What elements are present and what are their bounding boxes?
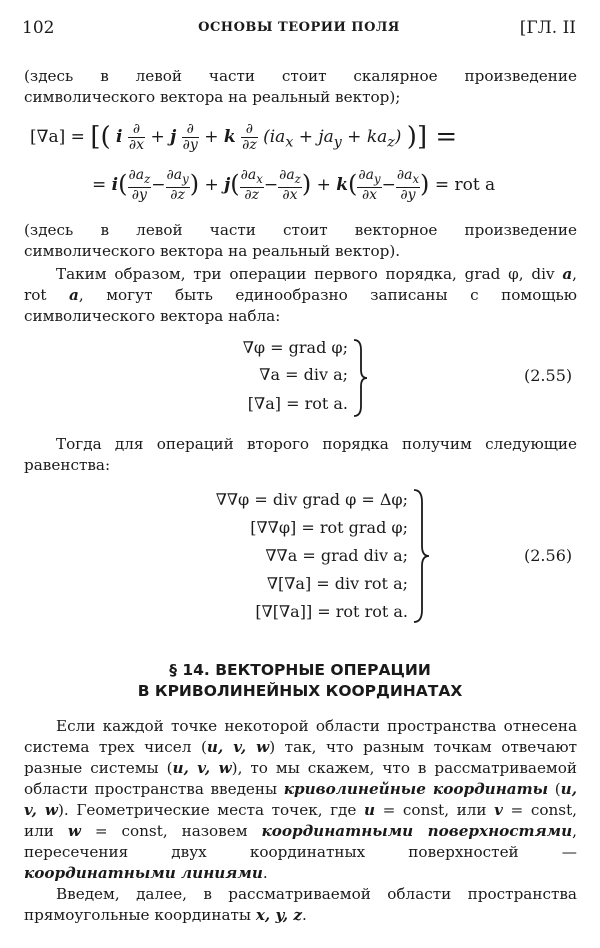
paragraph-scalar-note: (здесь в левой части стоит скалярное произведение символического вектора на реальный вектор); bbox=[24, 67, 577, 106]
eq-line: ∇∇φ = div grad φ = Δφ; bbox=[215, 490, 408, 509]
page-number: 102 bbox=[22, 18, 55, 38]
equation-rot-line1: [∇a] = [( i $\frac{\partial}{\partial x}$ + j $\frac{\partial}{\partial y}$ + k $\frac{\partial}{\partial z}$ $(ia_x + ja_y + ka_z)$ )] = bbox=[30, 121, 458, 153]
chapter-marker: [ГЛ. II bbox=[519, 18, 576, 38]
eq-line: ∇a = div a; bbox=[259, 365, 348, 384]
paragraph-first-order: Таким образом, три операции первого порядка, grad φ, div a, rot a, могут быть единообразно записаны с помощью символического вектора набла: bbox=[24, 265, 577, 325]
equation-system-2-55 bbox=[200, 338, 348, 418]
eq-line: [∇∇φ] = rot grad φ; bbox=[250, 518, 408, 537]
section-heading: § 14. ВЕКТОРНЫЕ ОПЕРАЦИИ В КРИВОЛИНЕЙНЫХ КООРДИНАТАХ bbox=[137, 661, 463, 700]
paragraph-curvilinear: Если каждой точке некоторой области пространства отнесена система трех чисел (u, v, w) так, что разным точкам отвечают разные системы (u, v, w), то мы скажем, что в рассматриваемой области пространства введены криволинейные координаты (u, v, w). Геометрические места точек, где u = const, или v = const, или w = const, назовем координатными поверхностями, пересечения двух координатных поверхностей — координатными линиями. bbox=[24, 717, 578, 882]
equation-number: (2.55) bbox=[524, 366, 573, 385]
paragraph-vector-note: (здесь в левой части стоит векторное произведение символического вектора на реальный вектор). bbox=[24, 221, 577, 260]
eq-line: ∇φ = grad φ; bbox=[242, 338, 348, 357]
eq-line: [∇[∇a]] = rot rot a. bbox=[255, 602, 408, 621]
equation-rot-line2: = i( $\frac{\partial a_z}{\partial y}$ − $\frac{\partial a_y}{\partial z}$ ) + j( $\frac{\partial a_x}{\partial z}$ − $\frac{\partial a_z}{\partial x}$ ) + k( $\frac{\partial a_y}{\partial x}$ − $\frac{\partial a_x}{\partial y}$ ) = rot a bbox=[92, 167, 496, 203]
right-brace bbox=[412, 488, 430, 624]
equation-number: (2.56) bbox=[524, 546, 573, 565]
paragraph-rectangular: Введем, далее, в рассматриваемой области пространства прямоугольные координаты x, y, z. bbox=[24, 885, 577, 924]
equation-system-2-56 bbox=[150, 490, 408, 622]
eq-line: ∇∇a = grad div a; bbox=[265, 546, 408, 565]
eq-line: ∇[∇a] = div rot a; bbox=[266, 574, 408, 593]
right-brace bbox=[352, 338, 368, 418]
page-header bbox=[22, 18, 576, 44]
eq-line: [∇a] = rot a. bbox=[247, 394, 348, 413]
running-title: ОСНОВЫ ТЕОРИИ ПОЛЯ bbox=[198, 20, 400, 35]
paragraph-second-order: Тогда для операций второго порядка получим следующие равенства: bbox=[24, 435, 577, 474]
